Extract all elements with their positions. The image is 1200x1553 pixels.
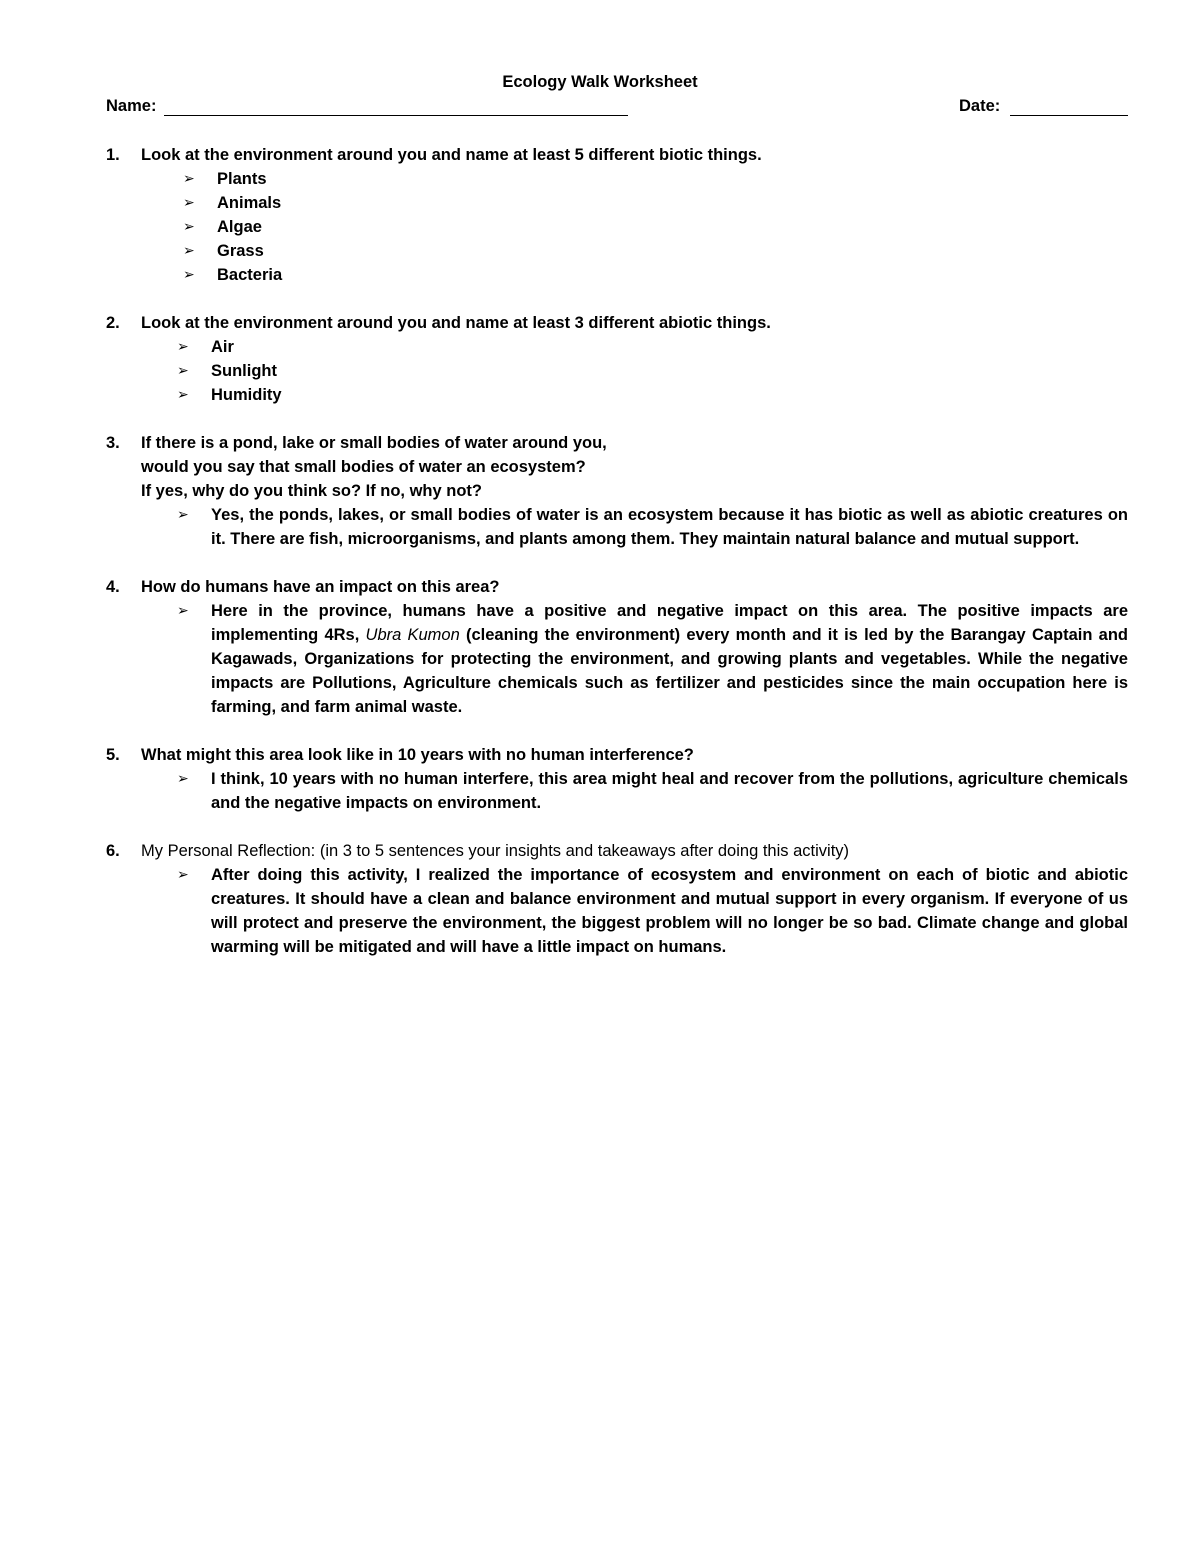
question-number: 2. xyxy=(106,314,120,332)
question-number: 5. xyxy=(106,746,120,764)
question-text: Look at the environment around you and name at least 3 different abiotic things. xyxy=(141,314,771,332)
answer-list-2 xyxy=(177,335,282,407)
arrowhead-bullet-icon: ➢ xyxy=(177,339,189,355)
page-title: Ecology Walk Worksheet xyxy=(502,73,698,91)
list-item: ➢ Plants xyxy=(183,167,282,191)
arrowhead-bullet-icon: ➢ xyxy=(183,219,195,235)
list-item: ➢ Air xyxy=(177,335,282,359)
list-item: ➢ Bacteria xyxy=(183,263,282,287)
answer-list-1 xyxy=(183,167,282,287)
arrowhead-bullet-icon: ➢ xyxy=(177,603,189,619)
list-item: ➢ Animals xyxy=(183,191,282,215)
arrowhead-bullet-icon: ➢ xyxy=(183,243,195,259)
list-item: ➢ Sunlight xyxy=(177,359,282,383)
arrowhead-bullet-icon: ➢ xyxy=(177,507,189,523)
question-text: What might this area look like in 10 years with no human interference? xyxy=(141,746,694,764)
question-number: 3. xyxy=(106,434,120,452)
question-number: 1. xyxy=(106,146,120,164)
answer-text-part: (cleaning the environment) every month and it is led by the Barangay Captain and Kagawads, Organizations for protecting the environment, and growing plants and vegetables. While the negative impacts are Pollutions, Agriculture chemicals such as fertilizer and pesticides since the main occupation here is farming, and farm animal waste. xyxy=(211,626,1128,716)
arrowhead-bullet-icon: ➢ xyxy=(177,771,189,787)
answer-text-italic: Ubra Kumon xyxy=(365,626,460,644)
answer-text: I think, 10 years with no human interfere, this area might heal and recover from the pollutions, agriculture chemicals and the negative impacts on environment. xyxy=(211,770,1128,812)
question-text: My Personal Reflection: (in 3 to 5 sentences your insights and takeaways after doing this activity) xyxy=(141,842,850,860)
date-label: Date: xyxy=(959,97,1001,115)
answer-paragraph-3 xyxy=(177,503,1128,551)
answer-text-part: Here in the province, humans have a positive and negative impact on this area. The positive impacts are implementing 4Rs, xyxy=(211,602,1128,644)
answer-text: Yes, the ponds, lakes, or small bodies of water is an ecosystem because it has biotic as well as abiotic creatures on it. There are fish, microorganisms, and plants among them. They maintain natural balance and mutual support. xyxy=(211,506,1128,548)
header-row xyxy=(106,97,1128,119)
answer-paragraph-5 xyxy=(177,767,1128,815)
question-text: How do humans have an impact on this area? xyxy=(141,578,500,596)
answer-paragraph-6 xyxy=(177,863,1128,959)
question-number: 4. xyxy=(106,578,120,596)
question-text: Look at the environment around you and name at least 5 different biotic things. xyxy=(141,146,762,164)
arrowhead-bullet-icon: ➢ xyxy=(183,171,195,187)
date-field-line xyxy=(1010,115,1128,116)
list-item: ➢ Algae xyxy=(183,215,282,239)
question-number: 6. xyxy=(106,842,120,860)
arrowhead-bullet-icon: ➢ xyxy=(177,387,189,403)
arrowhead-bullet-icon: ➢ xyxy=(177,867,189,883)
arrowhead-bullet-icon: ➢ xyxy=(183,267,195,283)
name-field-line xyxy=(164,115,628,116)
list-item: ➢ Humidity xyxy=(177,383,282,407)
list-item: ➢ Grass xyxy=(183,239,282,263)
answer-paragraph-4 xyxy=(177,599,1128,719)
arrowhead-bullet-icon: ➢ xyxy=(183,195,195,211)
answer-text: After doing this activity, I realized the importance of ecosystem and environment on each of biotic and abiotic creatures. It should have a clean and balance environment and mutual support in every organism. If everyone of us will protect and preserve the environment, the biggest problem will no longer be so bad. Climate change and global warming will be mitigated and will have a little impact on humans. xyxy=(211,866,1128,956)
arrowhead-bullet-icon: ➢ xyxy=(177,363,189,379)
name-label: Name: xyxy=(106,97,157,115)
question-text: If there is a pond, lake or small bodies of water around you, would you say that small bodies of water an ecosystem? If yes, why do you think so? If no, why not? xyxy=(141,434,607,500)
